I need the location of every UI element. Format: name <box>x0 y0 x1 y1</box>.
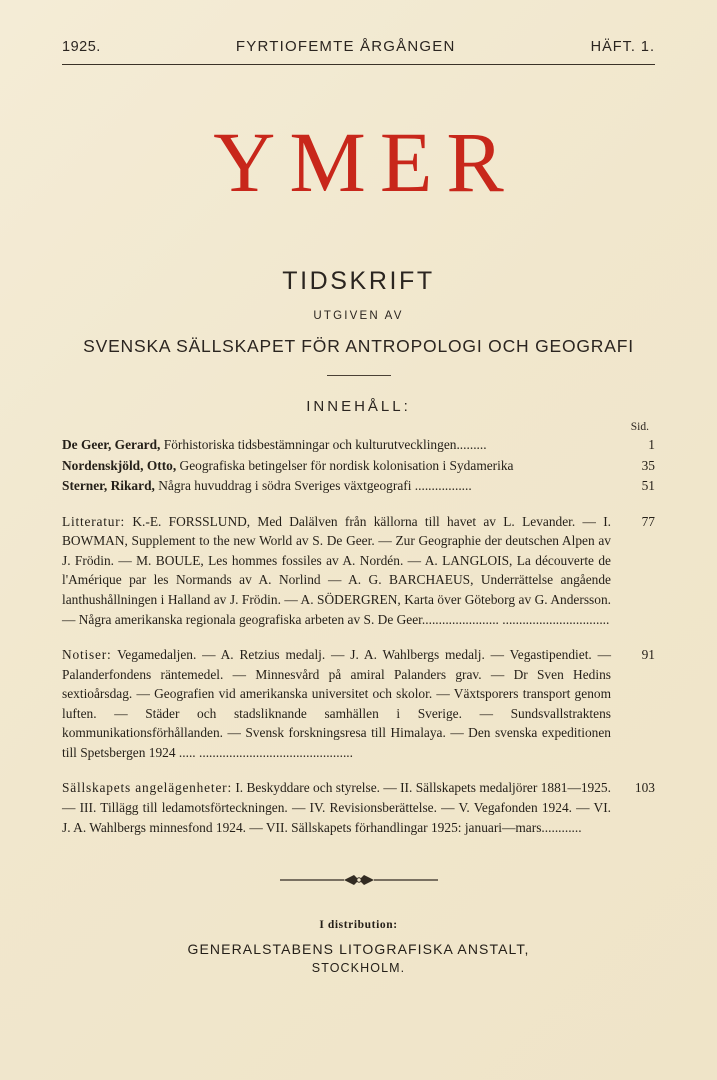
toc-title: Några huvuddrag i södra Sveriges växtgeografi ................. <box>154 478 472 494</box>
toc-section-label: Notiser: <box>62 647 112 663</box>
toc-page-number: 51 <box>641 478 655 494</box>
toc-section-text: Vegamedaljen. — A. Retzius medalj. — J. A. Wahlbergs medalj. — Vegastipendiet. — Palanderfondens räntemedel. — Minnesvård på amiral Palanders grav. — Dr Sven Hedins sextioårsdag. — Geografien vid amerikanska universitet och skolor. — Växtsporers transport genom luften. — Städer och stadsliknande samhällen i Sverige. — Sundsvallstraktens kommunikationsförhållanden. — Svensk forskningsresa till Himalaya. — Den svenska expeditionen till Spetsbergen 1924 ..... .............................................. <box>62 647 611 760</box>
journal-title: YMER <box>213 114 518 210</box>
volume-label: FYRTIOFEMTE ÅRGÅNGEN <box>235 38 456 55</box>
toc-page-number: 77 <box>641 513 655 529</box>
table-of-contents <box>62 435 655 837</box>
toc-article-row[interactable] <box>62 435 655 455</box>
toc-section-label: Litteratur: <box>62 513 126 529</box>
publisher-name: GENERALSTABENS LITOGRAFISKA ANSTALT, <box>187 941 530 958</box>
toc-article-row[interactable] <box>62 456 655 476</box>
issue-number: HÄFT. 1. <box>590 39 655 55</box>
contents-heading: INNEHÅLL: <box>306 398 411 415</box>
ornament-divider <box>62 871 655 887</box>
journal-subtitle: TIDSKRIFT <box>282 267 435 295</box>
toc-section-row[interactable] <box>62 778 655 837</box>
toc-title: Förhistoriska tidsbestämningar och kulturutvecklingen......... <box>160 437 487 452</box>
toc-page-number: 1 <box>648 437 655 452</box>
toc-page-number: 91 <box>641 647 655 663</box>
toc-page-number: 103 <box>634 780 655 796</box>
title-block <box>62 114 655 376</box>
toc-section-label: Sällskapets angelägenheter: <box>62 780 232 796</box>
toc-section-text: K.-E. FORSSLUND, Med Dalälven från källorna till havet av L. Levander. — I. BOWMAN, Supplement to the new World av S. De Geer. — Zur Geographie der deutschen Alpen av J. Frödin. — M. BOULE, Les hommes fossiles av A. Nordén. — A. LANGLOIS, La découverte de l'Amérique par les Normands av A. Norlind — A. G. BARCHAEUS, Underrättelse angående lanthushållningen i Halland av J. Frödin. — A. SÖDERGREN, Karta över Göteborg av G. Andersson. — Några amerikanska regionala geografiska arbeten av S. De Geer....................... ................................ <box>62 513 611 627</box>
distribution-label: I distribution: <box>319 919 398 932</box>
published-by-label: UTGIVEN AV <box>313 310 404 322</box>
toc-author: Nordenskjöld, Otto, <box>62 457 177 473</box>
masthead <box>62 0 655 55</box>
toc-author: De Geer, Gerard, <box>62 437 161 452</box>
toc-section-text: I. Beskyddare och styrelse. — II. Sällskapets medaljörer 1881—1925. — III. Tillägg till ledamotsförteckningen. — IV. Revisionsberättelse. — V. Vegafonden 1924. — VI. J. A. Wahlbergs minnesfond 1924. — VII. Sällskapets förhandlingar 1925: januari—mars............ <box>62 780 611 835</box>
toc-page-number: 35 <box>641 457 655 473</box>
page-column-label: Sid. <box>630 421 649 433</box>
publisher-city: STOCKHOLM. <box>311 961 406 976</box>
toc-section-row[interactable] <box>62 645 655 762</box>
fleuron-icon <box>274 873 444 887</box>
issue-year: 1925. <box>62 39 101 55</box>
toc-title: Geografiska betingelser för nordisk kolonisation i Sydamerika <box>176 457 514 473</box>
footer <box>62 919 655 975</box>
society-name: SVENSKA SÄLLSKAPET FÖR ANTROPOLOGI OCH GEOGRAFI <box>83 336 634 356</box>
header-divider <box>62 64 655 65</box>
title-divider <box>327 375 391 376</box>
toc-section-row[interactable] <box>62 512 655 629</box>
toc-author: Sterner, Rikard, <box>62 478 155 494</box>
toc-article-row[interactable] <box>62 476 655 496</box>
